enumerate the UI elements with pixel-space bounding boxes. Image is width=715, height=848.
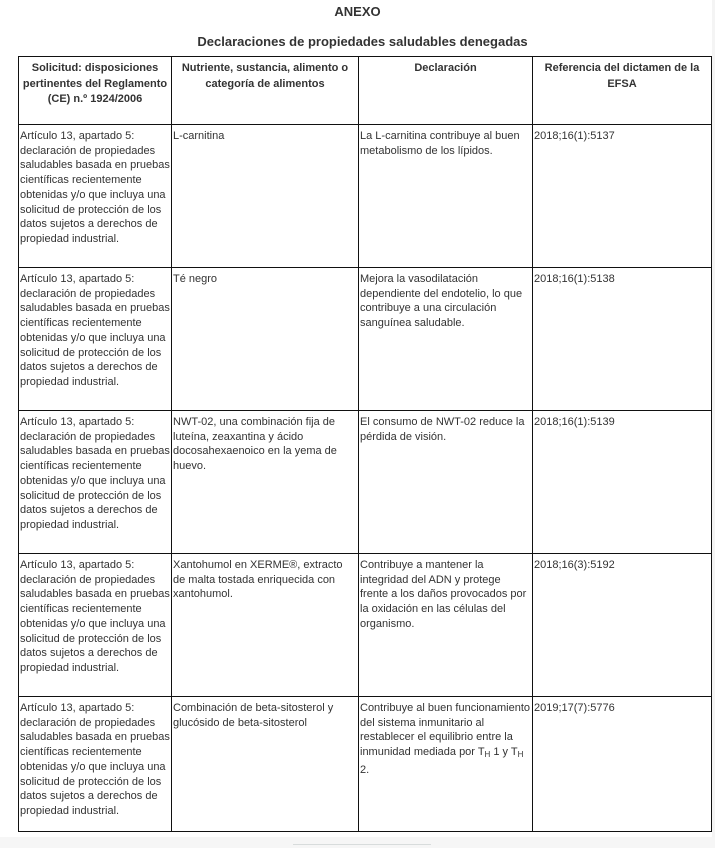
cell-solicitud: Artículo 13, apartado 5: declaración de propiedades saludables basada en pruebas científicas recientemente obtenidas y/o que incluya una solicitud de protección de los datos sujetos a derechos de propiedad industrial. xyxy=(19,268,172,411)
table-header-row xyxy=(19,57,712,125)
table-row xyxy=(19,554,712,697)
cell-nutriente: L-carnitina xyxy=(172,125,359,268)
cell-nutriente: Combinación de beta-sitosterol y glucósido de beta-sitosterol xyxy=(172,697,359,832)
table-row xyxy=(19,411,712,554)
cell-declaracion xyxy=(359,697,533,832)
denied-claims-table xyxy=(18,56,712,832)
annex-title: ANEXO xyxy=(334,4,381,19)
cell-declaracion: El consumo de NWT-02 reduce la pérdida de visión. xyxy=(359,411,533,554)
cell-declaracion: Mejora la vasodilatación dependiente del endotelio, lo que contribuye a una circulación sanguínea saludable. xyxy=(359,268,533,411)
table-row xyxy=(19,125,712,268)
table-row xyxy=(19,697,712,832)
cell-referencia: 2019;17(7):5776 xyxy=(533,697,712,832)
cell-nutriente: Té negro xyxy=(172,268,359,411)
declaracion-text-middle: 1 y T xyxy=(490,746,518,759)
subscript-h: H xyxy=(484,750,491,760)
cell-solicitud: Artículo 13, apartado 5: declaración de propiedades saludables basada en pruebas científicas recientemente obtenidas y/o que incluya una solicitud de protección de los datos sujetos a derechos de propiedad industrial. xyxy=(19,125,172,268)
page-bottom-area xyxy=(0,837,715,848)
declaracion-text-before: Contribuye al buen funcionamiento del sistema inmunitario al restablecer el equilibrio entre la inmunidad mediada por T xyxy=(360,702,531,759)
cell-referencia: 2018;16(1):5137 xyxy=(533,125,712,268)
cell-declaracion: La L-carnitina contribuye al buen metabolismo de los lípidos. xyxy=(359,125,533,268)
table-row xyxy=(19,268,712,411)
cell-referencia: 2018;16(1):5139 xyxy=(533,411,712,554)
header-declaracion: Declaración xyxy=(359,57,533,125)
cell-solicitud: Artículo 13, apartado 5: declaración de propiedades saludables basada en pruebas científicas recientemente obtenidas y/o que incluya una solicitud de protección de los datos sujetos a derechos de propiedad industrial. xyxy=(19,697,172,832)
annex-subtitle: Declaraciones de propiedades saludables denegadas xyxy=(197,34,528,49)
cell-nutriente: NWT-02, una combinación fija de luteína, zeaxantina y ácido docosahexaenoico en la yema de huevo. xyxy=(172,411,359,554)
cell-solicitud: Artículo 13, apartado 5: declaración de propiedades saludables basada en pruebas científicas recientemente obtenidas y/o que incluya una solicitud de protección de los datos sujetos a derechos de propiedad industrial. xyxy=(19,411,172,554)
header-solicitud: Solicitud: disposiciones pertinentes del Reglamento (CE) n.º 1924/2006 xyxy=(19,57,172,125)
cell-nutriente: Xantohumol en XERME®, extracto de malta tostada enriquecida con xantohumol. xyxy=(172,554,359,697)
header-referencia: Referencia del dictamen de la EFSA xyxy=(533,57,712,125)
cell-declaracion: Contribuye a mantener la integridad del ADN y protege frente a los daños provocados por la oxidación en las células del organismo. xyxy=(359,554,533,697)
cell-referencia: 2018;16(1):5138 xyxy=(533,268,712,411)
cell-solicitud: Artículo 13, apartado 5: declaración de propiedades saludables basada en pruebas científicas recientemente obtenidas y/o que incluya una solicitud de protección de los datos sujetos a derechos de propiedad industrial. xyxy=(19,554,172,697)
subscript-h: H xyxy=(517,750,524,760)
header-nutriente: Nutriente, sustancia, alimento o categoría de alimentos xyxy=(172,57,359,125)
cell-referencia: 2018;16(3):5192 xyxy=(533,554,712,697)
declaracion-text-after: 2. xyxy=(360,763,370,776)
horizontal-scrollbar[interactable] xyxy=(293,844,431,845)
